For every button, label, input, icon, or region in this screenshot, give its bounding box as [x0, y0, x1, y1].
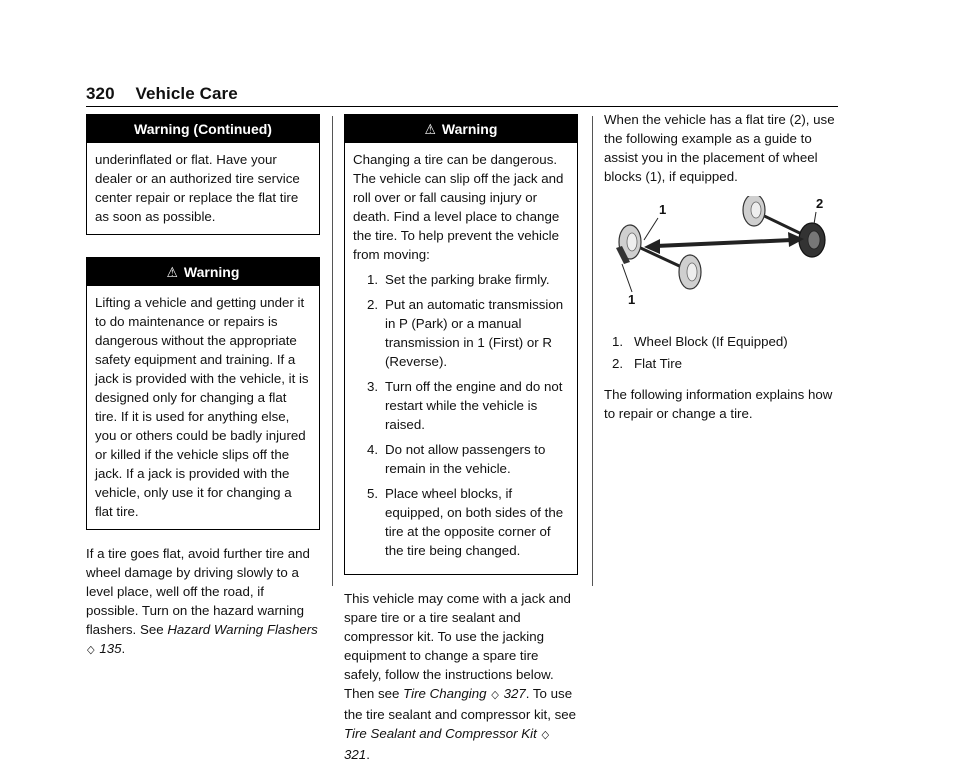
callout-1-top: 1: [659, 202, 667, 217]
rear-left-wheel: [743, 196, 765, 226]
tire-sealant-link[interactable]: [344, 726, 550, 762]
step-number: 1.: [367, 272, 379, 287]
wheel-block-diagram: [604, 196, 838, 316]
period: .: [121, 641, 126, 656]
step-number: 3.: [367, 379, 379, 394]
column-divider-1: [332, 116, 333, 586]
list-item: [353, 270, 569, 289]
list-item: [353, 484, 569, 560]
warning-continued-body: underinflated or flat. Have your dealer or an authorized tire service center repair or replace the flat tire as soon as possible.: [95, 152, 300, 224]
wheel-block-intro: When the vehicle has a flat tire (2), use the following example as a guide to assist you in the placement of wheel blocks (1), if equipped.: [604, 112, 835, 184]
warning-change-box: [344, 114, 578, 575]
double-arrow: [644, 232, 804, 254]
step-text: Place wheel blocks, if equipped, on both sides of the tire at the opposite corner of the tire being changed.: [385, 486, 564, 558]
tire-changing-link[interactable]: [403, 686, 526, 701]
callout-line: [814, 212, 816, 224]
legend-number: 2.: [612, 356, 624, 371]
tire-changing-page: 327: [503, 686, 526, 701]
repair-info-paragraph: The following information explains how to repair or change a tire.: [604, 387, 833, 421]
warning-change-label: Warning: [441, 121, 498, 137]
step-number: 2.: [367, 297, 379, 312]
tire-sealant-page: 321: [344, 747, 367, 762]
callout-2: 2: [816, 196, 824, 211]
step-text: Put an automatic transmission in P (Park) or a manual transmission in 1 (First) or R (Reverse).: [385, 297, 564, 369]
step-number: 5.: [367, 486, 379, 501]
list-item: [604, 354, 838, 373]
callout-line: [644, 218, 658, 240]
jack-spare-text: This vehicle may come with a jack and spare tire or a tire sealant and compressor kit. To use the jacking equipment to change a spare tire safely, follow the instructions below. Then see: [344, 591, 571, 701]
hazard-flashers-page: 135: [99, 641, 122, 656]
column-1: [86, 114, 320, 670]
list-item: [353, 440, 569, 478]
legend-number: 1.: [612, 334, 624, 349]
legend-text: Flat Tire: [634, 356, 683, 371]
jack-spare-paragraph: [344, 589, 578, 764]
wheel-block-illustration: [604, 196, 838, 316]
column-2: [344, 114, 578, 774]
warning-change-body: [345, 143, 577, 574]
callout-line: [622, 264, 632, 292]
step-text: Do not allow passengers to remain in the vehicle.: [385, 442, 546, 476]
column-3: [604, 110, 838, 433]
list-item: [353, 377, 569, 434]
warning-change-title: [345, 115, 577, 143]
warning-jack-body: Lifting a vehicle and getting under it to do maintenance or repairs is dangerous without the appropriate safety equipment and training. If a jack is provided with the vehicle, it is designed only for changing a flat tire. If it is used for anything else, you or others could be badly injured or killed if the vehicle slips off the jack. If a jack is provided with the vehicle, only use it for changing a flat tire.: [95, 295, 309, 519]
safety-steps-list: [353, 270, 569, 560]
warning-continued-title: Warning (Continued): [87, 115, 319, 143]
page-ref-icon: ◇: [491, 689, 499, 701]
list-item: [604, 332, 838, 351]
period: .: [366, 747, 370, 762]
tire-changing-link-text: Tire Changing: [403, 686, 487, 701]
page-header: [86, 84, 238, 104]
list-item: [353, 295, 569, 371]
warning-continued-box: [86, 114, 320, 235]
step-number: 4.: [367, 442, 379, 457]
step-text: Turn off the engine and do not restart while the vehicle is raised.: [385, 379, 563, 432]
flat-tire-text: If a tire goes flat, avoid further tire and wheel damage by driving slowly to a level place, well off the road, if possible. Turn on the hazard warning flashers. See: [86, 546, 310, 637]
page-number: 320: [86, 84, 115, 103]
page-ref-icon: ◇: [87, 644, 95, 656]
warning-jack-label: Warning: [183, 264, 240, 280]
front-right-wheel: [679, 255, 701, 289]
column-divider-2: [592, 116, 593, 586]
warning-triangle-icon: ⚠: [166, 264, 178, 280]
hazard-flashers-link-text: Hazard Warning Flashers: [167, 622, 318, 637]
step-text: Set the parking brake firmly.: [385, 272, 550, 287]
callout-1-bottom: 1: [628, 292, 636, 307]
warning-jack-title: [87, 258, 319, 286]
header-rule: [86, 106, 838, 107]
flat-tire-wheel: [799, 223, 825, 257]
legend-text: Wheel Block (If Equipped): [634, 334, 788, 349]
page-ref-icon: ◇: [541, 729, 550, 741]
flat-tire-paragraph: [86, 544, 320, 660]
section-title: Vehicle Care: [135, 84, 238, 103]
diagram-legend: [604, 332, 838, 373]
warning-change-intro: Changing a tire can be dangerous. The vehicle can slip off the jack and roll over or fall causing injury or death. Find a level place to change the tire. To help prevent the vehicle from moving:: [353, 152, 564, 262]
tire-sealant-link-text: Tire Sealant and Compressor Kit: [344, 726, 537, 741]
warning-jack-box: [86, 257, 320, 530]
sealant-text: . To use the tire sealant and compressor kit, see: [344, 686, 577, 722]
warning-triangle-icon: ⚠: [424, 121, 436, 137]
